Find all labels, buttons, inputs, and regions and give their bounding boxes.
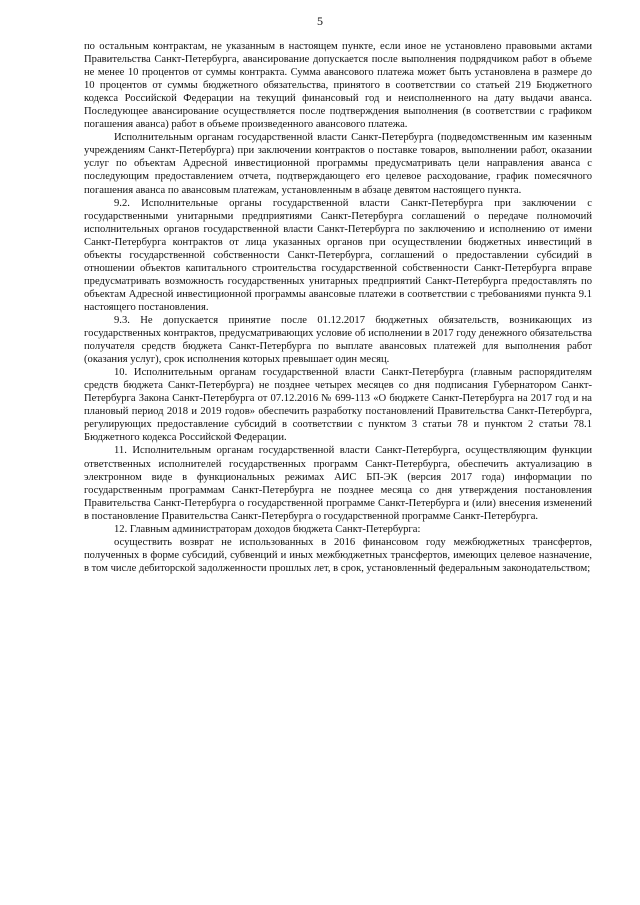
paragraph-1: по остальным контрактам, не указанным в настоящем пункте, если иное не установлено правовыми актами Правительства Санкт-Петербурга, авансирование допускается после выполнения подрядчиком работ в объеме не менее 10 процентов от суммы контракта. Сумма авансового платежа может быть установлена в размере до 10 процентов от суммы бюджетного обязательства, принятого в соответствии со статьей 219 Бюджетного кодекса Российской Федерации на текущий финансовый год и неисполненного на дату выдачи аванса. Последующее авансирование осуществляется после подтверждения выполнения (в соответствии с графиком погашения аванса) работ в объеме произведенного авансового платежа. [84, 41, 592, 131]
document-body [84, 40, 592, 575]
paragraph-2: Исполнительным органам государственной власти Санкт-Петербурга (подведомственным им казенным учреждениям Санкт-Петербурга) при заключении контрактов о поставке товаров, выполнении работ, оказании услуг по объектам Адресной инвестиционной программы предусматривать цели направления аванса с последующим предоставлением отчета, подтверждающего его целевое расходование, график помесячного погашения аванса по авансовым платежам, установленным в абзаце девятом настоящего пункта. [84, 132, 592, 196]
paragraph-12: 12. Главным администраторам доходов бюджета Санкт-Петербурга: [114, 523, 421, 535]
page-number: 5 [317, 14, 323, 28]
paragraph-10: 10. Исполнительным органам государственной власти Санкт-Петербурга (главным распорядителям средств бюджета Санкт-Петербурга) не позднее четырех месяцев со дня подписания Губернатором Санкт-Петербурга Закона Санкт-Петербурга от 07.12.2016 № 699-113 «О бюджете Санкт-Петербурга на 2017 год и на плановый период 2018 и 2019 годов» обеспечить разработку постановлений Правительства Санкт-Петербурга, регулирующих предоставление субсидий в соответствии с пунктом 3 статьи 78 и пунктом 2 статьи 78.1 Бюджетного кодекса Российской Федерации. [84, 367, 592, 444]
paragraph-11: 11. Исполнительным органам государственной власти Санкт-Петербурга, осуществляющим функции ответственных исполнителей государственных программ Санкт-Петербурга, обеспечить актуализацию в электронном виде в функциональных режимах АИС БП-ЭК (версия 2017 года) информации по государственным программам Санкт-Петербурга не позднее месяца со дня утверждения постановления Правительства Санкт-Петербурга о государственной программе Санкт-Петербурга и (или) внесения изменений в постановление Правительства Санкт-Петербурга о государственной программе Санкт-Петербурга. [84, 445, 592, 522]
paragraph-9-2: 9.2. Исполнительные органы государственной власти Санкт-Петербурга при заключении с государственными унитарными предприятиями Санкт-Петербурга соглашений о передаче полномочий исполнительных органов государственной власти Санкт-Петербурга по заключению и исполнению от имени Санкт-Петербурга контрактов от лица указанных органов при осуществлении бюджетных инвестиций в объекты государственной собственности Санкт-Петербурга, соглашений о предоставлении субсидий в отношении объектов капитального строительства государственной собственности Санкт-Петербурга вправе предусматривать возможность государственных унитарных предприятий Санкт-Петербурга предоставлять по объектам Адресной инвестиционной программы авансовые платежи в соответствии с требованиями пункта 9.1 настоящего постановления. [84, 197, 592, 313]
paragraph-9-3: 9.3. Не допускается принятие после 01.12.2017 бюджетных обязательств, возникающих из государственных контрактов, предусматривающих условие об исполнении в 2017 году денежного обязательства получателя средств бюджета Санкт-Петербурга по выплате авансовых платежей для выполнения работ (оказания услуг), срок исполнения которых превышает один месяц. [84, 314, 592, 366]
paragraph-12-item: осуществить возврат не использованных в 2016 финансовом году межбюджетных трансфертов, полученных в форме субсидий, субвенций и иных межбюджетных трансфертов, имеющих целевое назначение, в том числе дебиторской задолженности прошлых лет, в срок, установленный федеральным законодательством; [84, 536, 592, 574]
